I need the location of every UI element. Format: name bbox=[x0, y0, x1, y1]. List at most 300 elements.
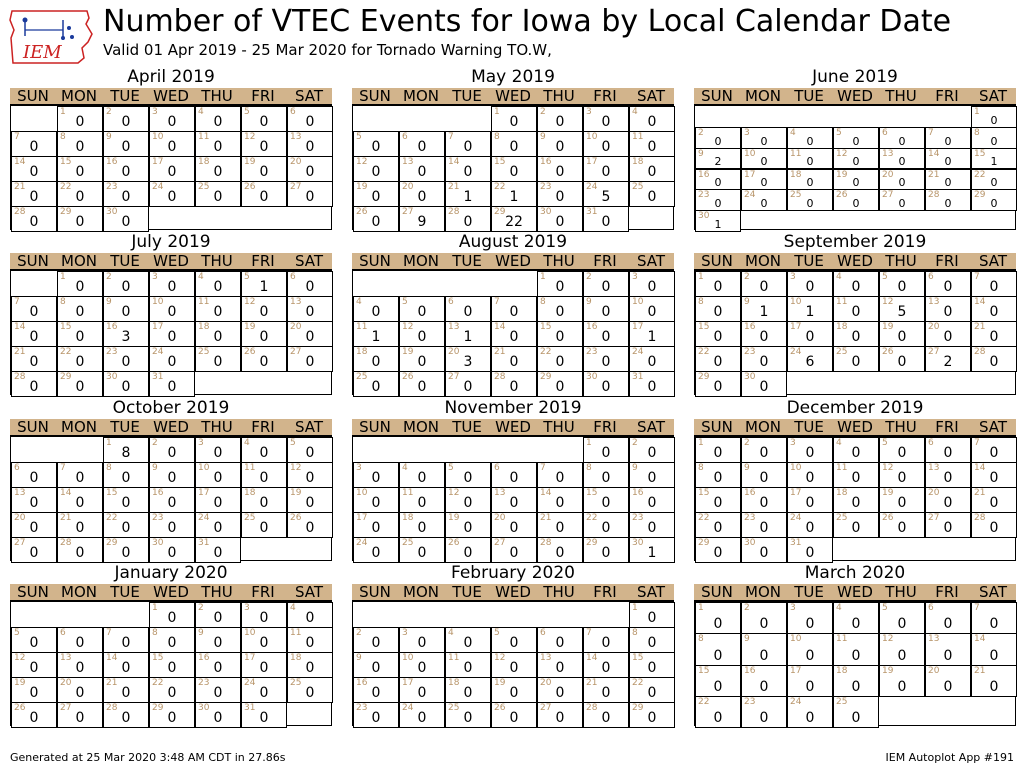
event-count: 2 bbox=[714, 155, 722, 169]
day-number: 5 bbox=[448, 463, 454, 473]
day-cell bbox=[537, 346, 583, 372]
day-number: 24 bbox=[790, 347, 802, 357]
event-count: 0 bbox=[509, 470, 519, 486]
day-cell bbox=[103, 206, 149, 232]
day-number: 28 bbox=[60, 538, 72, 548]
weekday-label: SUN bbox=[701, 418, 733, 436]
day-number: 4 bbox=[836, 603, 842, 613]
day-number: 12 bbox=[290, 463, 302, 473]
event-count: 0 bbox=[121, 379, 131, 395]
day-number: 17 bbox=[790, 322, 802, 332]
event-count: 1 bbox=[647, 545, 657, 561]
day-number: 30 bbox=[152, 538, 164, 548]
day-cell bbox=[787, 346, 833, 372]
event-count: 0 bbox=[463, 139, 473, 155]
day-cell bbox=[629, 437, 675, 463]
weekday-label: SAT bbox=[978, 87, 1008, 105]
month-title: April 2019 bbox=[127, 67, 215, 87]
day-cell bbox=[11, 346, 57, 372]
day-number: 1 bbox=[698, 272, 704, 282]
day-cell bbox=[741, 296, 787, 322]
month-title: May 2019 bbox=[471, 67, 555, 87]
event-count: 0 bbox=[555, 520, 565, 536]
day-number: 8 bbox=[974, 127, 980, 138]
day-number: 12 bbox=[402, 322, 414, 332]
event-count: 0 bbox=[989, 495, 999, 511]
day-number: 9 bbox=[744, 463, 750, 473]
day-number: 11 bbox=[836, 463, 848, 473]
day-cell bbox=[741, 512, 787, 538]
day-number: 15 bbox=[494, 157, 506, 167]
event-count: 0 bbox=[259, 139, 269, 155]
event-count: 0 bbox=[121, 470, 131, 486]
day-number: 29 bbox=[586, 538, 598, 548]
day-cell bbox=[583, 131, 629, 157]
day-number: 13 bbox=[928, 297, 940, 307]
day-cell bbox=[741, 189, 787, 211]
event-count: 0 bbox=[555, 635, 565, 651]
day-cell bbox=[741, 271, 787, 297]
day-number: 13 bbox=[60, 653, 72, 663]
event-count: 0 bbox=[851, 354, 861, 370]
event-count: 0 bbox=[167, 354, 177, 370]
day-number: 22 bbox=[698, 513, 710, 523]
day-cell bbox=[971, 437, 1017, 463]
day-number: 2 bbox=[698, 127, 704, 138]
day-number: 20 bbox=[494, 513, 506, 523]
month-grid bbox=[694, 270, 1016, 395]
month-calendar bbox=[10, 398, 332, 584]
event-count: 0 bbox=[759, 470, 769, 486]
event-count: 0 bbox=[601, 685, 611, 701]
event-count: 0 bbox=[167, 445, 177, 461]
weekday-header bbox=[694, 88, 1016, 105]
weekday-label: WED bbox=[837, 87, 873, 105]
day-cell bbox=[103, 487, 149, 513]
weekday-label: MON bbox=[61, 418, 97, 436]
day-cell bbox=[195, 652, 241, 678]
page-title: Number of VTEC Events for Iowa by Local Calendar Date bbox=[103, 4, 952, 39]
event-count: 0 bbox=[759, 329, 769, 345]
weekday-label: SAT bbox=[978, 418, 1008, 436]
event-count: 1 bbox=[805, 304, 815, 320]
day-number: 16 bbox=[632, 488, 644, 498]
day-number: 10 bbox=[244, 628, 256, 638]
event-count: 0 bbox=[121, 139, 131, 155]
day-number: 19 bbox=[882, 488, 894, 498]
day-cell bbox=[787, 633, 833, 665]
event-count: 0 bbox=[167, 635, 177, 651]
day-cell bbox=[583, 271, 629, 297]
day-cell bbox=[925, 271, 971, 297]
event-count: 0 bbox=[601, 354, 611, 370]
day-number: 10 bbox=[790, 297, 802, 307]
day-cell bbox=[103, 371, 149, 397]
day-number: 17 bbox=[790, 488, 802, 498]
day-number: 29 bbox=[698, 538, 710, 548]
weekday-header bbox=[694, 253, 1016, 270]
month-title: September 2019 bbox=[783, 232, 927, 252]
day-cell bbox=[445, 296, 491, 322]
day-cell bbox=[833, 633, 879, 665]
day-cell bbox=[57, 296, 103, 322]
event-count: 0 bbox=[167, 710, 177, 726]
day-cell bbox=[787, 189, 833, 211]
day-number: 5 bbox=[882, 438, 888, 448]
event-count: 0 bbox=[805, 279, 815, 295]
weekday-label: WED bbox=[153, 87, 189, 105]
weekday-label: SUN bbox=[701, 87, 733, 105]
day-cell bbox=[695, 633, 741, 665]
day-cell bbox=[833, 169, 879, 191]
event-count: 0 bbox=[759, 379, 769, 395]
day-number: 27 bbox=[448, 372, 460, 382]
day-cell bbox=[925, 602, 971, 634]
day-cell bbox=[195, 271, 241, 297]
day-cell bbox=[971, 271, 1017, 297]
event-count: 0 bbox=[851, 495, 861, 511]
day-number: 22 bbox=[494, 182, 506, 192]
event-count: 0 bbox=[601, 520, 611, 536]
day-cell bbox=[287, 131, 333, 157]
day-number: 2 bbox=[106, 272, 112, 282]
event-count: 0 bbox=[989, 616, 999, 633]
day-cell bbox=[925, 127, 971, 149]
day-cell bbox=[195, 702, 241, 728]
event-count: 0 bbox=[305, 635, 315, 651]
weekday-label: SAT bbox=[978, 583, 1008, 601]
day-number: 24 bbox=[632, 347, 644, 357]
day-number: 8 bbox=[494, 132, 500, 142]
event-count: 0 bbox=[371, 304, 381, 320]
day-number: 19 bbox=[14, 678, 26, 688]
weekday-label: WED bbox=[837, 252, 873, 270]
event-count: 0 bbox=[806, 176, 814, 190]
iem-logo bbox=[9, 8, 94, 66]
month-title: June 2019 bbox=[812, 67, 898, 87]
event-count: 0 bbox=[713, 678, 723, 695]
day-cell bbox=[629, 346, 675, 372]
day-cell bbox=[287, 512, 333, 538]
event-count: 0 bbox=[213, 445, 223, 461]
event-count: 0 bbox=[75, 710, 85, 726]
day-number: 18 bbox=[448, 678, 460, 688]
day-number: 1 bbox=[60, 272, 66, 282]
day-number: 10 bbox=[632, 297, 644, 307]
event-count: 0 bbox=[989, 520, 999, 536]
day-cell bbox=[287, 462, 333, 488]
day-number: 14 bbox=[974, 463, 986, 473]
event-count: 0 bbox=[167, 379, 177, 395]
day-cell bbox=[399, 537, 445, 563]
weekday-label: TUE bbox=[794, 87, 824, 105]
day-number: 7 bbox=[14, 132, 20, 142]
month-grid bbox=[10, 105, 332, 230]
day-number: 5 bbox=[244, 107, 250, 117]
event-count: 0 bbox=[417, 189, 427, 205]
day-number: 19 bbox=[356, 182, 368, 192]
day-cell bbox=[399, 321, 445, 347]
day-cell bbox=[583, 487, 629, 513]
event-count: 0 bbox=[601, 379, 611, 395]
day-cell bbox=[629, 181, 675, 207]
day-cell bbox=[195, 537, 241, 563]
weekday-label: MON bbox=[61, 252, 97, 270]
day-cell bbox=[491, 106, 537, 132]
day-cell bbox=[971, 169, 1017, 191]
event-count: 0 bbox=[259, 635, 269, 651]
day-cell bbox=[445, 487, 491, 513]
day-cell bbox=[741, 602, 787, 634]
day-number: 25 bbox=[836, 513, 848, 523]
day-number: 1 bbox=[152, 603, 158, 613]
event-count: 0 bbox=[463, 379, 473, 395]
day-cell bbox=[353, 131, 399, 157]
weekday-label: FRI bbox=[251, 87, 275, 105]
day-number: 21 bbox=[928, 169, 940, 180]
event-count: 0 bbox=[417, 139, 427, 155]
event-count: 0 bbox=[990, 176, 998, 190]
day-number: 26 bbox=[836, 190, 848, 201]
day-number: 30 bbox=[106, 207, 118, 217]
weekday-label: SUN bbox=[359, 418, 391, 436]
event-count: 0 bbox=[647, 685, 657, 701]
day-cell bbox=[879, 169, 925, 191]
day-cell bbox=[57, 346, 103, 372]
weekday-label: SAT bbox=[636, 418, 666, 436]
day-cell bbox=[103, 462, 149, 488]
day-cell bbox=[971, 462, 1017, 488]
event-count: 0 bbox=[898, 176, 906, 190]
event-count: 0 bbox=[805, 445, 815, 461]
day-cell bbox=[11, 371, 57, 397]
event-count: 0 bbox=[555, 685, 565, 701]
day-cell bbox=[583, 677, 629, 703]
event-count: 0 bbox=[713, 520, 723, 536]
day-cell bbox=[741, 346, 787, 372]
day-number: 13 bbox=[882, 148, 894, 159]
day-number: 21 bbox=[106, 678, 118, 688]
day-cell bbox=[741, 696, 787, 728]
event-count: 3 bbox=[463, 354, 473, 370]
day-cell bbox=[11, 677, 57, 703]
day-cell bbox=[241, 677, 287, 703]
day-number: 1 bbox=[698, 603, 704, 613]
day-cell bbox=[399, 206, 445, 232]
event-count: 0 bbox=[760, 176, 768, 190]
day-cell bbox=[491, 321, 537, 347]
event-count: 0 bbox=[371, 635, 381, 651]
day-number: 15 bbox=[60, 322, 72, 332]
event-count: 0 bbox=[121, 164, 131, 180]
event-count: 0 bbox=[509, 495, 519, 511]
day-cell bbox=[629, 677, 675, 703]
day-cell bbox=[629, 106, 675, 132]
day-number: 14 bbox=[540, 488, 552, 498]
day-cell bbox=[741, 169, 787, 191]
day-number: 10 bbox=[356, 488, 368, 498]
day-cell bbox=[629, 487, 675, 513]
event-count: 0 bbox=[943, 520, 953, 536]
event-count: 0 bbox=[75, 304, 85, 320]
day-cell bbox=[103, 271, 149, 297]
app-note: IEM Autoplot App #191 bbox=[885, 751, 1014, 764]
event-count: 0 bbox=[75, 354, 85, 370]
event-count: 0 bbox=[75, 114, 85, 130]
day-number: 8 bbox=[632, 628, 638, 638]
month-grid bbox=[694, 105, 1016, 230]
event-count: 0 bbox=[805, 545, 815, 561]
day-cell bbox=[11, 321, 57, 347]
day-cell bbox=[537, 181, 583, 207]
day-number: 1 bbox=[106, 438, 112, 448]
event-count: 0 bbox=[213, 279, 223, 295]
day-cell bbox=[583, 156, 629, 182]
day-number: 27 bbox=[928, 347, 940, 357]
weekday-label: SAT bbox=[294, 252, 324, 270]
day-cell bbox=[57, 131, 103, 157]
month-calendar bbox=[694, 67, 1016, 253]
event-count: 0 bbox=[897, 520, 907, 536]
event-count: 0 bbox=[463, 470, 473, 486]
day-number: 18 bbox=[402, 513, 414, 523]
day-cell bbox=[287, 321, 333, 347]
day-cell bbox=[241, 512, 287, 538]
day-number: 27 bbox=[60, 703, 72, 713]
day-number: 18 bbox=[290, 653, 302, 663]
day-number: 15 bbox=[698, 488, 710, 498]
day-cell bbox=[353, 206, 399, 232]
day-cell bbox=[833, 665, 879, 697]
day-number: 9 bbox=[152, 463, 158, 473]
event-count: 0 bbox=[371, 139, 381, 155]
day-cell bbox=[971, 148, 1017, 170]
day-cell bbox=[583, 296, 629, 322]
event-count: 0 bbox=[601, 304, 611, 320]
day-number: 14 bbox=[14, 322, 26, 332]
event-count: 0 bbox=[713, 329, 723, 345]
day-number: 6 bbox=[928, 603, 934, 613]
event-count: 0 bbox=[463, 660, 473, 676]
month-calendar bbox=[352, 563, 674, 749]
day-number: 6 bbox=[60, 628, 66, 638]
day-cell bbox=[583, 537, 629, 563]
event-count: 0 bbox=[75, 520, 85, 536]
day-number: 10 bbox=[790, 463, 802, 473]
day-number: 14 bbox=[974, 634, 986, 645]
day-number: 15 bbox=[60, 157, 72, 167]
day-number: 8 bbox=[106, 463, 112, 473]
day-number: 3 bbox=[790, 438, 796, 448]
day-number: 26 bbox=[448, 538, 460, 548]
event-count: 0 bbox=[29, 329, 39, 345]
day-number: 25 bbox=[448, 703, 460, 713]
event-count: 0 bbox=[29, 164, 39, 180]
day-number: 30 bbox=[586, 372, 598, 382]
weekday-label: SUN bbox=[701, 252, 733, 270]
day-number: 6 bbox=[14, 463, 20, 473]
day-number: 28 bbox=[974, 513, 986, 523]
event-count: 0 bbox=[943, 495, 953, 511]
day-number: 24 bbox=[152, 347, 164, 357]
day-cell bbox=[583, 321, 629, 347]
event-count: 0 bbox=[647, 660, 657, 676]
day-number: 3 bbox=[744, 127, 750, 138]
event-count: 0 bbox=[990, 197, 998, 211]
day-cell bbox=[629, 462, 675, 488]
event-count: 0 bbox=[806, 134, 814, 148]
day-cell bbox=[629, 702, 675, 728]
day-cell bbox=[353, 627, 399, 653]
day-number: 3 bbox=[356, 463, 362, 473]
month-grid bbox=[352, 436, 674, 561]
day-cell bbox=[741, 127, 787, 149]
day-number: 15 bbox=[698, 665, 710, 676]
day-number: 23 bbox=[356, 703, 368, 713]
event-count: 0 bbox=[989, 354, 999, 370]
day-number: 15 bbox=[632, 653, 644, 663]
event-count: 0 bbox=[647, 379, 657, 395]
weekday-label: THU bbox=[543, 418, 575, 436]
event-count: 0 bbox=[647, 710, 657, 726]
day-cell bbox=[537, 487, 583, 513]
day-cell bbox=[787, 321, 833, 347]
day-cell bbox=[195, 462, 241, 488]
day-cell bbox=[629, 627, 675, 653]
day-number: 22 bbox=[698, 696, 710, 707]
day-cell bbox=[491, 371, 537, 397]
day-number: 11 bbox=[198, 297, 210, 307]
event-count: 0 bbox=[213, 545, 223, 561]
event-count: 0 bbox=[305, 660, 315, 676]
day-number: 9 bbox=[198, 628, 204, 638]
event-count: 0 bbox=[713, 379, 723, 395]
day-cell bbox=[445, 131, 491, 157]
weekday-label: MON bbox=[61, 87, 97, 105]
day-cell bbox=[241, 296, 287, 322]
day-cell bbox=[583, 106, 629, 132]
event-count: 0 bbox=[898, 197, 906, 211]
day-number: 16 bbox=[152, 488, 164, 498]
event-count: 0 bbox=[213, 710, 223, 726]
day-cell bbox=[445, 702, 491, 728]
month-title: January 2020 bbox=[114, 563, 228, 583]
day-number: 31 bbox=[198, 538, 210, 548]
day-cell bbox=[445, 321, 491, 347]
day-cell bbox=[445, 512, 491, 538]
day-cell bbox=[629, 156, 675, 182]
event-count: 0 bbox=[417, 354, 427, 370]
event-count: 1 bbox=[463, 329, 473, 345]
day-number: 29 bbox=[698, 372, 710, 382]
day-number: 23 bbox=[540, 182, 552, 192]
day-number: 6 bbox=[402, 132, 408, 142]
day-number: 7 bbox=[106, 628, 112, 638]
day-number: 31 bbox=[632, 372, 644, 382]
day-cell bbox=[879, 189, 925, 211]
day-number: 19 bbox=[244, 157, 256, 167]
day-cell bbox=[103, 652, 149, 678]
event-count: 9 bbox=[417, 214, 427, 230]
event-count: 0 bbox=[417, 329, 427, 345]
weekday-label: SAT bbox=[294, 583, 324, 601]
day-number: 15 bbox=[152, 653, 164, 663]
day-number: 17 bbox=[632, 322, 644, 332]
event-count: 0 bbox=[417, 470, 427, 486]
weekday-label: FRI bbox=[593, 252, 617, 270]
day-number: 24 bbox=[790, 513, 802, 523]
event-count: 0 bbox=[305, 139, 315, 155]
